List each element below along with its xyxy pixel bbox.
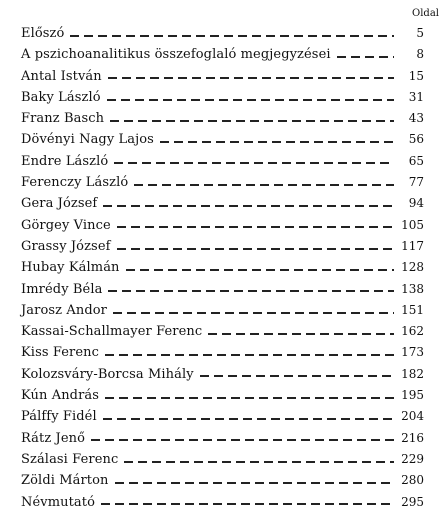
dash-leader — [126, 269, 394, 271]
toc-entry-page-number: 94 — [408, 196, 424, 211]
toc-entry-title: Névmutató — [21, 494, 96, 510]
dash-leader — [117, 226, 394, 228]
toc-entry-page-number: 151 — [401, 302, 424, 317]
toc-entry-title: Zöldi Márton — [21, 473, 109, 489]
toc-entry-title: A pszichoanalitikus összefoglaló megjegyzései — [21, 47, 331, 63]
toc-entry — [21, 364, 424, 385]
toc-entry-page-number: 65 — [408, 153, 424, 168]
page-column-header: Oldal — [412, 8, 439, 19]
toc-entry-title: Kún András — [21, 388, 100, 404]
toc-entry-page-number: 204 — [401, 409, 424, 424]
toc-entry — [21, 321, 424, 342]
toc-entry-page-number: 43 — [408, 111, 424, 126]
toc-entry — [21, 66, 424, 87]
toc-entry-page-number: 138 — [401, 281, 424, 296]
toc-entry-page-number: 295 — [401, 494, 424, 509]
toc-entry — [21, 23, 424, 44]
toc-entry-title: Pálffy Fidél — [21, 409, 97, 425]
toc-entry — [21, 449, 424, 470]
dash-leader — [208, 333, 394, 335]
dash-leader — [108, 290, 394, 292]
toc-entry-page-number: 56 — [408, 132, 424, 147]
dash-leader — [200, 375, 394, 377]
toc-entry — [21, 470, 424, 491]
dash-leader — [134, 184, 394, 186]
toc-entry-title: Ferenczy László — [21, 175, 129, 191]
toc-entry-title: Hubay Kálmán — [21, 260, 120, 276]
toc-entry — [21, 172, 424, 193]
toc-entry-page-number: 128 — [401, 260, 424, 275]
dash-leader — [108, 77, 394, 79]
dash-leader — [103, 418, 394, 420]
dash-leader — [70, 35, 394, 37]
toc-entry-page-number: 182 — [401, 366, 424, 381]
toc-entry-page-number: 195 — [401, 388, 424, 403]
dash-leader — [117, 248, 394, 250]
toc-entry — [21, 257, 424, 278]
toc-entry-page-number: 229 — [401, 451, 424, 466]
dash-leader — [105, 354, 394, 356]
dash-leader — [114, 162, 394, 164]
toc-entry — [21, 193, 424, 214]
dash-leader — [160, 141, 394, 143]
toc-entry-title: Szálasi Ferenc — [21, 451, 119, 467]
toc-entry — [21, 385, 424, 406]
toc-entry — [21, 87, 424, 108]
dash-leader — [105, 397, 394, 399]
dash-leader — [101, 503, 394, 505]
dash-leader — [91, 439, 394, 441]
toc-entry — [21, 342, 424, 363]
dash-leader — [103, 205, 394, 207]
dash-leader — [115, 482, 394, 484]
toc-entry — [21, 215, 424, 236]
toc-entry — [21, 151, 424, 172]
toc-entry-title: Görgey Vince — [21, 217, 111, 233]
dash-leader — [124, 461, 394, 463]
toc-entry — [21, 108, 424, 129]
toc-entry — [21, 428, 424, 449]
dash-leader — [113, 312, 394, 314]
toc-entry-page-number: 8 — [416, 47, 424, 62]
toc-entry-page-number: 77 — [408, 175, 424, 190]
toc-entry-title: Dövényi Nagy Lajos — [21, 132, 154, 148]
toc-entry-title: Jarosz Andor — [21, 302, 107, 318]
toc-entry — [21, 492, 424, 513]
toc-entry — [21, 279, 424, 300]
toc-entry-page-number: 31 — [408, 89, 424, 104]
toc-entry — [21, 129, 424, 150]
dash-leader — [337, 56, 394, 58]
toc-entry-page-number: 280 — [401, 473, 424, 488]
toc-entry-page-number: 216 — [401, 430, 424, 445]
toc-entry-title: Rátz Jenő — [21, 430, 86, 446]
toc-entry — [21, 300, 424, 321]
toc-entry-title: Előszó — [21, 26, 65, 41]
toc-entry-title: Baky László — [21, 89, 101, 105]
toc-entry-page-number: 105 — [401, 217, 424, 232]
toc-entry-page-number: 15 — [408, 68, 424, 83]
toc-entry-title: Antal István — [21, 68, 102, 84]
toc-entry — [21, 44, 424, 65]
toc-list — [21, 23, 424, 513]
toc-entry-title: Kolozsváry-Borcsa Mihály — [21, 366, 194, 382]
toc-entry — [21, 236, 424, 257]
dash-leader — [110, 120, 394, 122]
toc-entry-page-number: 173 — [401, 345, 424, 360]
toc-entry-title: Endre László — [21, 153, 109, 169]
toc-entry-page-number: 5 — [416, 26, 424, 40]
toc-entry-page-number: 162 — [401, 324, 424, 339]
dash-leader — [107, 99, 394, 101]
toc-entry-page-number: 117 — [401, 238, 424, 253]
toc-entry-title: Kassai-Schallmayer Ferenc — [21, 324, 203, 340]
toc-entry-title: Grassy József — [21, 238, 111, 254]
toc-entry-title: Imrédy Béla — [21, 281, 103, 297]
toc-entry — [21, 406, 424, 427]
toc-entry-title: Franz Basch — [21, 111, 105, 127]
toc-entry-title: Gera József — [21, 196, 98, 212]
toc-entry-title: Kiss Ferenc — [21, 345, 100, 361]
